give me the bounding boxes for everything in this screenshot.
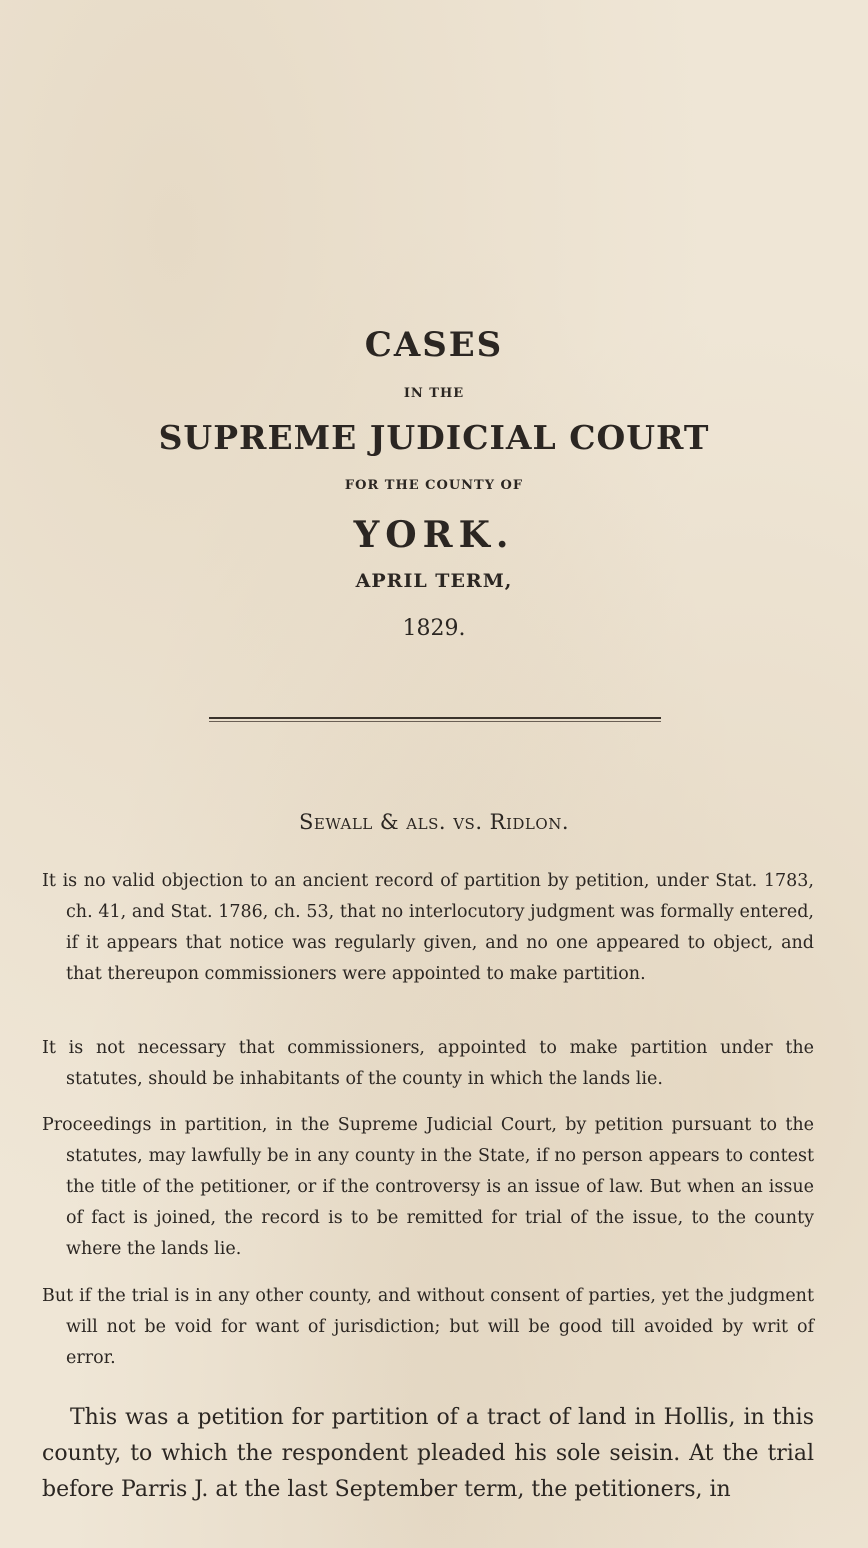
headnote-3: Proceedings in partition, in the Supreme Judicial Court, by petition pursuant to the statutes, may lawfully be in any county in the State, if no person appears to contest the title of the petitioner, or if the controversy is an issue of law. But when an issue of fact is joined, the record is to be remitted for trial of the issue, to the county where the lands lie. xyxy=(42,1115,814,1259)
title-county-name: YORK. xyxy=(353,514,515,556)
headnote-4: But if the trial is in any other county, and without consent of parties, yet the judgment will not be void for want of jurisdiction; but will be good till avoided by writ of error. xyxy=(42,1286,814,1368)
title-year: 1829. xyxy=(402,616,466,641)
title-in-the: IN THE xyxy=(403,386,465,401)
headnote-2: It is not necessary that commissioners, appointed to make partition under the statutes, should be inhabitants of the county in which the lands lie. xyxy=(42,1038,814,1089)
title-court: SUPREME JUDICIAL COURT xyxy=(158,418,710,457)
title-for-the-county: FOR THE COUNTY OF xyxy=(344,478,524,493)
title-term: APRIL TERM, xyxy=(355,570,513,592)
section-rule-thin xyxy=(209,721,661,722)
section-rule xyxy=(209,717,661,719)
case-title: Sewall & als. vs. Ridlon. xyxy=(298,810,569,834)
title-cases: CASES xyxy=(364,325,504,365)
headnote-1: It is no valid objection to an ancient record of partition by petition, under Stat. 1783, ch. 41, and Stat. 1786, ch. 53, that no interlocutory judgment was formally entered, if it appears that notice was regularly given, and no one appeared to object, and that thereupon commissioners were appointed to make partition. xyxy=(42,871,814,984)
opinion-paragraph: This was a petition for partition of a tract of land in Hollis, in this county, to which the respondent pleaded his sole seisin. At the trial before Parris J. at the last September term, the petitioners, in xyxy=(42,1405,814,1502)
